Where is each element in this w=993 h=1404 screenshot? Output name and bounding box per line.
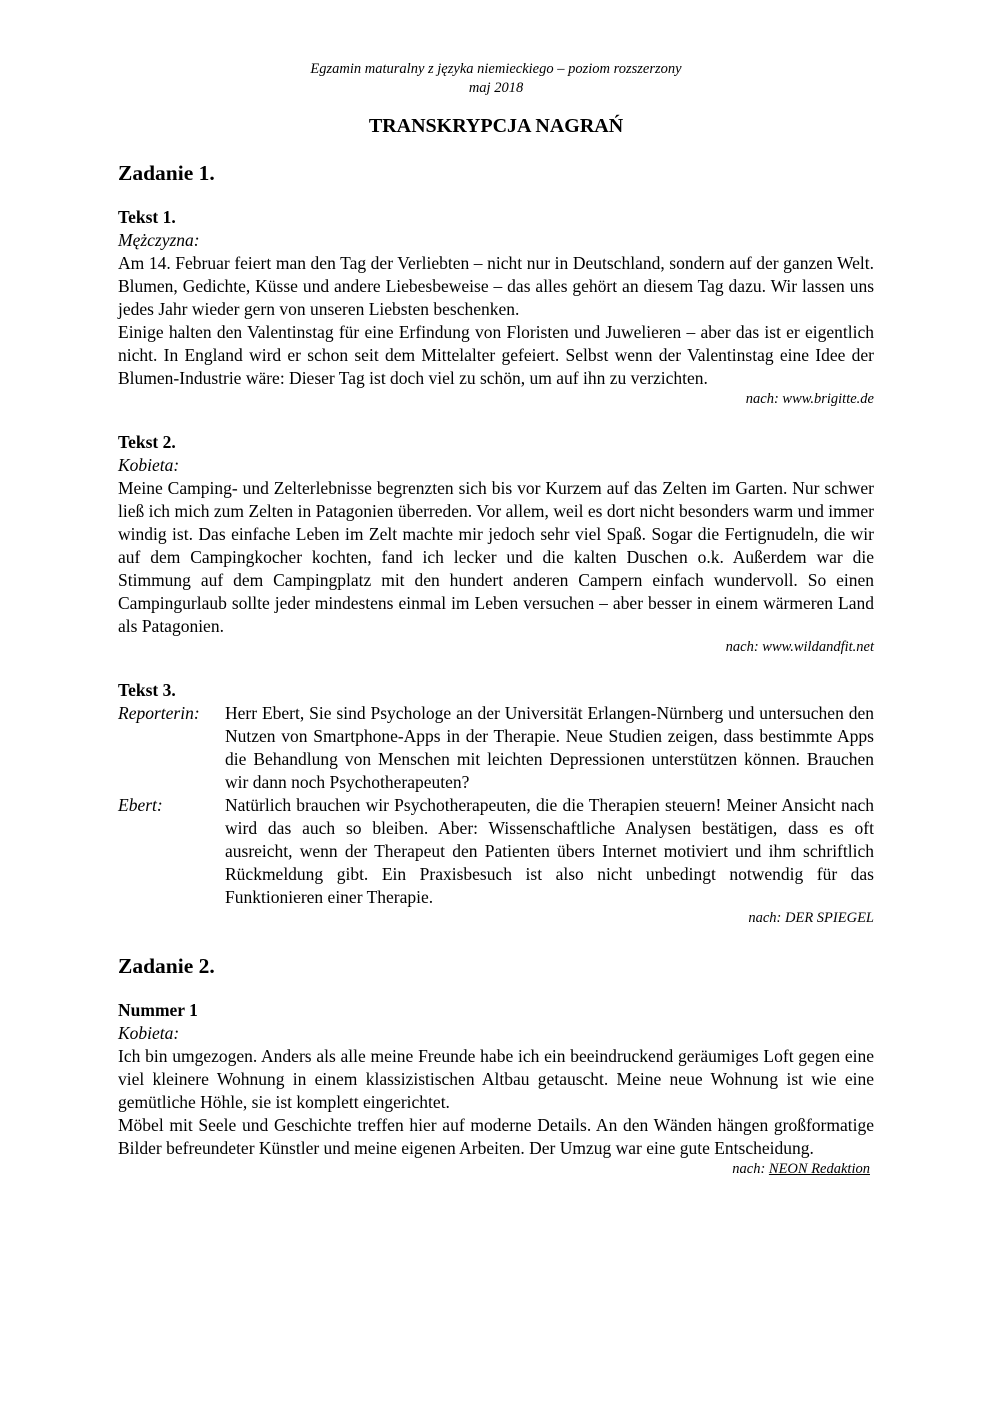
- text-3-section: [118, 679, 874, 928]
- text-3-source: [118, 909, 874, 928]
- source-name: www.brigitte.de: [782, 391, 874, 407]
- task-2-heading: Zadanie 2.: [118, 954, 215, 978]
- text-1-speaker: Mężczyzna:: [118, 230, 200, 250]
- source-prefix: nach:: [725, 639, 763, 655]
- source-name: NEON Redaktion: [768, 1161, 870, 1177]
- exam-header-title: Egzamin maturalny z języka niemieckiego – poziom rozszerzony: [310, 61, 682, 77]
- source-name: www.wildandfit.net: [762, 639, 874, 655]
- text-1-heading: Tekst 1.: [118, 207, 176, 227]
- exam-header: [118, 60, 874, 98]
- dialog-speaker: Ebert:: [118, 795, 163, 815]
- text-1-section: [118, 206, 874, 409]
- text-1-source: [118, 390, 874, 409]
- document-title: TRANSKRYPCJA NAGRAŃ: [368, 115, 624, 137]
- source-name: DER SPIEGEL: [785, 910, 874, 926]
- text-2-source: [118, 638, 874, 657]
- task-1-heading: Zadanie 1.: [118, 161, 215, 185]
- dialog-turn: [118, 702, 874, 794]
- text-2-speaker: Kobieta:: [118, 455, 180, 475]
- text-2-heading: Tekst 2.: [118, 432, 176, 452]
- text-3-heading: Tekst 3.: [118, 680, 176, 700]
- source-prefix: nach:: [745, 391, 783, 407]
- number-1-speaker: Kobieta:: [118, 1023, 180, 1043]
- dialog-text: Natürlich brauchen wir Psychotherapeuten, die die Therapien steuern! Meiner Ansicht nach wird das auch so bleiben. Aber: Wissenschaftliche Analysen bestätigen, dass es oft ausreicht, wenn der Therapeut den Patienten übers Internet motiviert und ihm schriftlich Rückmeldung gibt. Ein Praxisbesuch ist also nicht unbedingt notwendig für das Funktionieren einer Therapie.: [225, 795, 874, 907]
- dialog-speaker: Reporterin:: [118, 703, 200, 723]
- number-1-section: [118, 999, 874, 1179]
- text-1-paragraph: Einige halten den Valentinstag für eine Erfindung von Floristen und Juwelieren – aber das ist er eigentlich nicht. In England wird er schon seit dem Mittelalter gefeiert. Selbst wenn der Valentinstag eine Idee der Blumen-Industrie wäre: Dieser Tag ist doch viel zu schön, um auf ihn zu verzichten.: [118, 322, 874, 388]
- dialog-text: Herr Ebert, Sie sind Psychologe an der Universität Erlangen-Nürnberg und untersuchen den Nutzen von Smartphone-Apps in der Therapie. Neue Studien zeigen, dass bestimmte Apps die Behandlung von Menschen mit leichten Depressionen unterstützen können. Brauchen wir dann noch Psychotherapeuten?: [225, 703, 874, 792]
- number-1-paragraph: Ich bin umgezogen. Anders als alle meine Freunde habe ich ein beeindruckend geräumiges Loft gegen eine viel kleinere Wohnung in einem klassizistischen Altbau getauscht. Meine neue Wohnung ist wie eine gemütliche Höhle, sie ist komplett eingerichtet.: [118, 1046, 874, 1112]
- text-2-section: [118, 431, 874, 657]
- exam-header-date: maj 2018: [468, 80, 524, 96]
- document-page: [118, 60, 874, 1179]
- number-1-source: [118, 1160, 874, 1179]
- text-2-paragraph: Meine Camping- und Zelterlebnisse begrenzten sich bis vor Kurzem auf das Zelten im Garten. Nur schwer ließ ich mich zum Zelten in Patagonien überreden. Vor allem, weil es dort nicht besonders warm und immer windig ist. Das einfache Leben im Zelt machte mir jedoch sehr viel Spaß. Sogar die Fertignudeln, die wir auf dem Campingkocher kochten, fand ich lecker und die kalten Duschen o.k. Außerdem war die Stimmung auf dem Campingplatz mit den hundert anderen Campern einfach wundervoll. So einen Campingurlaub sollte jeder mindestens einmal im Leben versuchen – aber besser in einem wärmeren Land als Patagonien.: [118, 478, 874, 636]
- dialog-turn: [118, 794, 874, 909]
- number-1-paragraph: Möbel mit Seele und Geschichte treffen hier auf moderne Details. An den Wänden hängen großformatige Bilder befreundeter Künstler und meine eigenen Arbeiten. Der Umzug war eine gute Entscheidung.: [118, 1115, 874, 1158]
- source-prefix: nach:: [748, 910, 785, 926]
- source-prefix: nach:: [732, 1161, 769, 1177]
- text-1-paragraph: Am 14. Februar feiert man den Tag der Verliebten – nicht nur in Deutschland, sondern auf der ganzen Welt. Blumen, Gedichte, Küsse und andere Liebesbeweise – das alles gehört an diesem Tag dazu. Wir lassen uns jedes Jahr wieder gern von unseren Liebsten beschenken.: [118, 253, 874, 319]
- number-1-heading: Nummer 1: [118, 1000, 198, 1020]
